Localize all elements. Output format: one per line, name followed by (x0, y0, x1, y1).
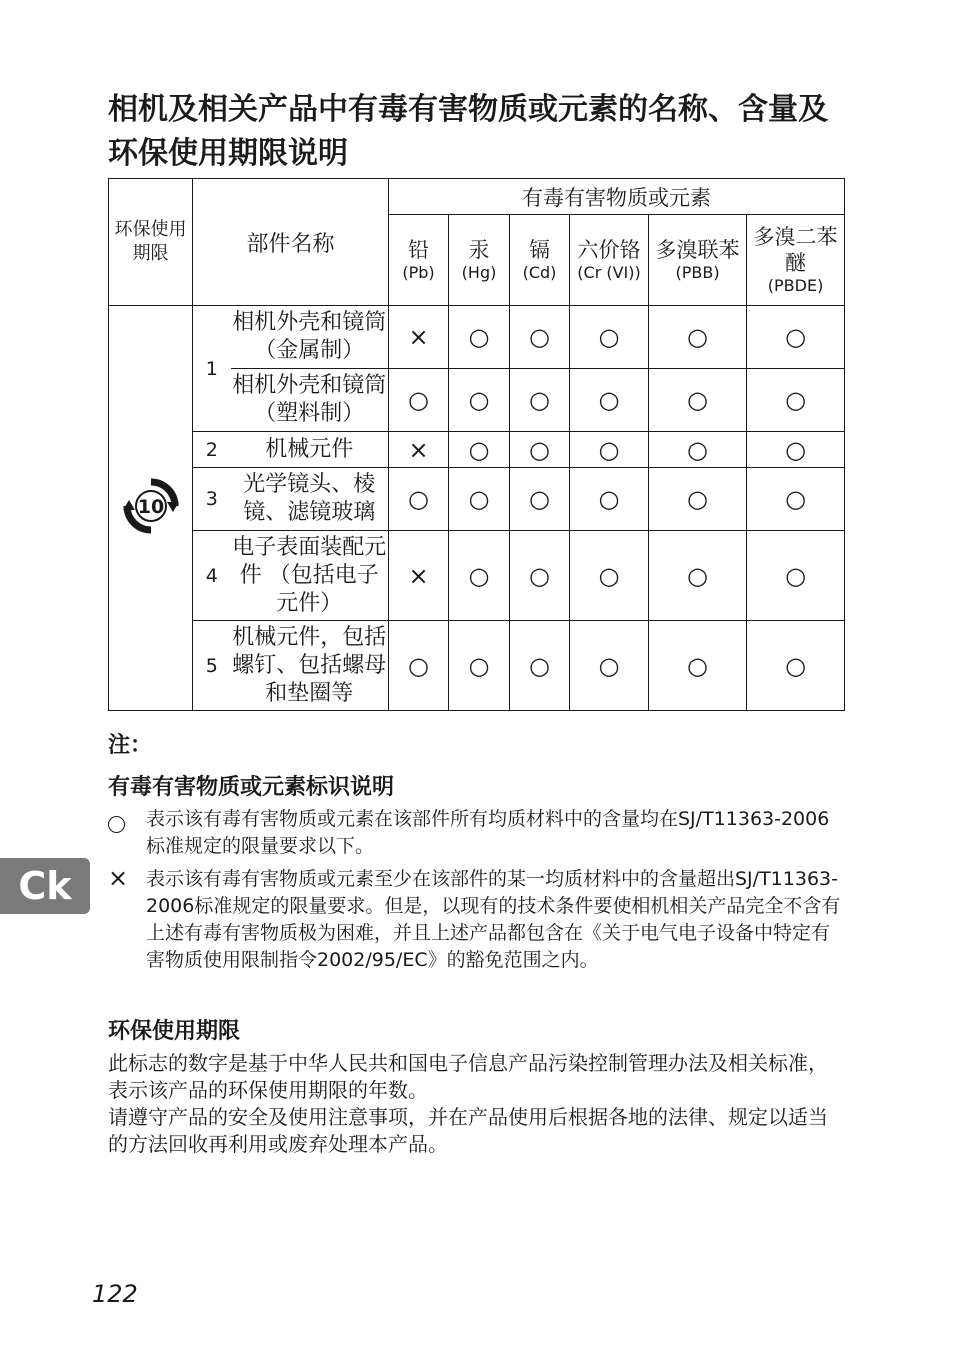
substance-symbol: (Pb) (402, 263, 435, 282)
row-number: 4 (193, 531, 231, 621)
circle-mark (747, 621, 845, 711)
mark-symbol: ○ (408, 651, 429, 680)
table-row (109, 468, 845, 531)
substance-name: 六价铬 (577, 238, 641, 262)
substance-table (108, 178, 845, 711)
substance-symbol: (PBB) (675, 263, 720, 282)
row-number: 1 (193, 306, 231, 432)
substance-name: 镉 (529, 238, 551, 262)
substance-header (649, 215, 747, 306)
eco-period-10-icon (121, 476, 181, 536)
circle-mark (649, 432, 747, 468)
legend-cross-row (108, 866, 844, 974)
mark-symbol: ○ (598, 651, 620, 680)
circle-mark (449, 531, 510, 621)
mark-symbol: ○ (785, 485, 807, 513)
mark-symbol: ○ (785, 561, 807, 590)
row-number: 2 (193, 432, 231, 468)
circle-mark (570, 306, 649, 369)
circle-mark (510, 369, 570, 432)
mark-symbol: ○ (529, 386, 550, 414)
page-number: 122 (92, 1280, 138, 1308)
legend-cross-text: 表示该有毒有害物质或元素至少在该部件的某一均质材料中的含量超出SJ/T11363-2006标准规定的限量要求。但是，以现有的技术条件要使相机相关产品完全不含有上述有毒有害物质极为困难，并且上述产品都包含在《关于电气电子设备中特定有害物质使用限制指令2002/95/EC》的豁免范围之内。 (146, 868, 841, 971)
cross-mark (389, 306, 449, 369)
substance-header (747, 215, 845, 306)
legend-circle-row (108, 806, 844, 860)
substance-name: 多溴联苯 (655, 238, 740, 262)
mark-symbol: ○ (468, 435, 490, 464)
substance-header (510, 215, 570, 306)
cross-icon: × (108, 864, 129, 892)
substance-header (570, 215, 649, 306)
mark-symbol: ○ (529, 323, 550, 351)
mark-symbol: ○ (785, 323, 807, 351)
circle-mark (389, 621, 449, 711)
circle-mark (510, 468, 570, 531)
part-name: 相机外壳和镜筒 （塑料制） (231, 369, 389, 432)
row-number: 5 (193, 621, 231, 711)
circle-icon (108, 811, 130, 838)
circle-mark (389, 369, 449, 432)
mark-symbol: ○ (529, 435, 550, 464)
circle-mark (510, 432, 570, 468)
circle-mark (510, 306, 570, 369)
part-name: 电子表面装配元件 （包括电子元件） (231, 531, 389, 621)
substance-symbol: (Cd) (522, 263, 557, 282)
mark-symbol: ○ (598, 485, 620, 513)
mark-symbol: ○ (468, 561, 490, 590)
circle-mark (389, 468, 449, 531)
mark-symbol: ○ (785, 651, 807, 680)
substance-header (389, 215, 449, 306)
mark-symbol: ○ (785, 386, 807, 414)
mark-symbol: ○ (687, 323, 708, 351)
mark-symbol: ○ (468, 651, 490, 680)
table-row (109, 432, 845, 468)
substance-symbol: (Cr (VI)) (577, 263, 641, 282)
circle-mark (570, 369, 649, 432)
mark-symbol: ○ (529, 561, 550, 590)
circle-mark (747, 369, 845, 432)
circle-mark (449, 432, 510, 468)
row-number: 3 (193, 468, 231, 531)
eco-period-cell (109, 306, 193, 711)
circle-mark (747, 306, 845, 369)
note-label: 注： (108, 733, 153, 758)
circle-mark (570, 432, 649, 468)
period-paragraph-2: 请遵守产品的安全及使用注意事项，并在产品使用后根据各地的法律、规定以适当的方法回收再利用或废弃处理本产品。 (108, 1105, 828, 1156)
eco-period-value: 10 (137, 495, 164, 518)
mark-symbol: ○ (529, 651, 550, 680)
mark-symbol: ○ (687, 651, 708, 680)
substance-name: 多溴二苯醚 (753, 225, 838, 275)
substance-header (449, 215, 510, 306)
circle-mark (649, 621, 747, 711)
circle-mark (449, 621, 510, 711)
cross-mark (389, 432, 449, 468)
substance-symbol: (Hg) (461, 263, 497, 282)
part-name: 机械元件，包括螺钉、包括螺母和垫圈等 (231, 621, 389, 711)
mark-symbol: ○ (598, 561, 620, 590)
mark-symbol: ○ (687, 386, 708, 414)
circle-mark (510, 621, 570, 711)
circle-mark (747, 468, 845, 531)
circle-mark (570, 468, 649, 531)
circle-mark (649, 306, 747, 369)
legend-circle-text: 表示该有毒有害物质或元素在该部件所有均质材料中的含量均在SJ/T11363-2006标准规定的限量要求以下。 (146, 808, 830, 857)
mark-symbol: ○ (529, 485, 550, 513)
col-header-part: 部件名称 (193, 179, 389, 306)
mark-symbol: ○ (468, 386, 490, 414)
mark-symbol: ○ (468, 485, 490, 513)
mark-symbol: ○ (408, 386, 429, 414)
cross-mark (389, 531, 449, 621)
col-header-substances: 有毒有害物质或元素 (389, 179, 845, 215)
table-row (109, 621, 845, 711)
mark-symbol: ○ (785, 435, 807, 464)
table-row (109, 306, 845, 369)
mark-symbol: ○ (598, 323, 620, 351)
mark-symbol: × (408, 323, 429, 351)
period-paragraph-1: 此标志的数字是基于中华人民共和国电子信息产品污染控制管理办法及相关标准，表示该产品的环保使用期限的年数。 (108, 1051, 828, 1102)
mark-symbol: ○ (687, 435, 708, 464)
mark-symbol: ○ (598, 435, 620, 464)
circle-mark (570, 531, 649, 621)
circle-mark (649, 369, 747, 432)
circle-mark (449, 468, 510, 531)
circle-mark (449, 306, 510, 369)
mark-symbol: ○ (598, 386, 620, 414)
language-tab: Ck (0, 858, 90, 914)
legend-title: 有毒有害物质或元素标识说明 (108, 775, 395, 800)
table-row (109, 531, 845, 621)
mark-symbol: × (408, 561, 429, 590)
circle-mark (747, 432, 845, 468)
col-header-period: 环保使用期限 (109, 179, 193, 306)
circle-mark (649, 468, 747, 531)
substance-symbol: (PBDE) (767, 276, 824, 295)
mark-symbol: ○ (408, 485, 429, 513)
mark-symbol: ○ (687, 561, 708, 590)
part-name: 光学镜头、棱镜、滤镜玻璃 (231, 468, 389, 531)
mark-symbol: × (408, 435, 429, 464)
circle-mark (649, 531, 747, 621)
part-name: 相机外壳和镜筒 （金属制） (231, 306, 389, 369)
circle-mark (747, 531, 845, 621)
substance-name: 铅 (408, 238, 430, 262)
page-title: 相机及相关产品中有毒有害物质或元素的名称、含量及环保使用期限说明 (108, 92, 828, 171)
mark-symbol: ○ (468, 323, 490, 351)
mark-symbol: ○ (687, 485, 708, 513)
circle-mark (510, 531, 570, 621)
period-section-title: 环保使用期限 (108, 1019, 241, 1044)
circle-mark (570, 621, 649, 711)
circle-mark (449, 369, 510, 432)
substance-name: 汞 (468, 238, 490, 262)
part-name: 机械元件 (231, 432, 389, 468)
